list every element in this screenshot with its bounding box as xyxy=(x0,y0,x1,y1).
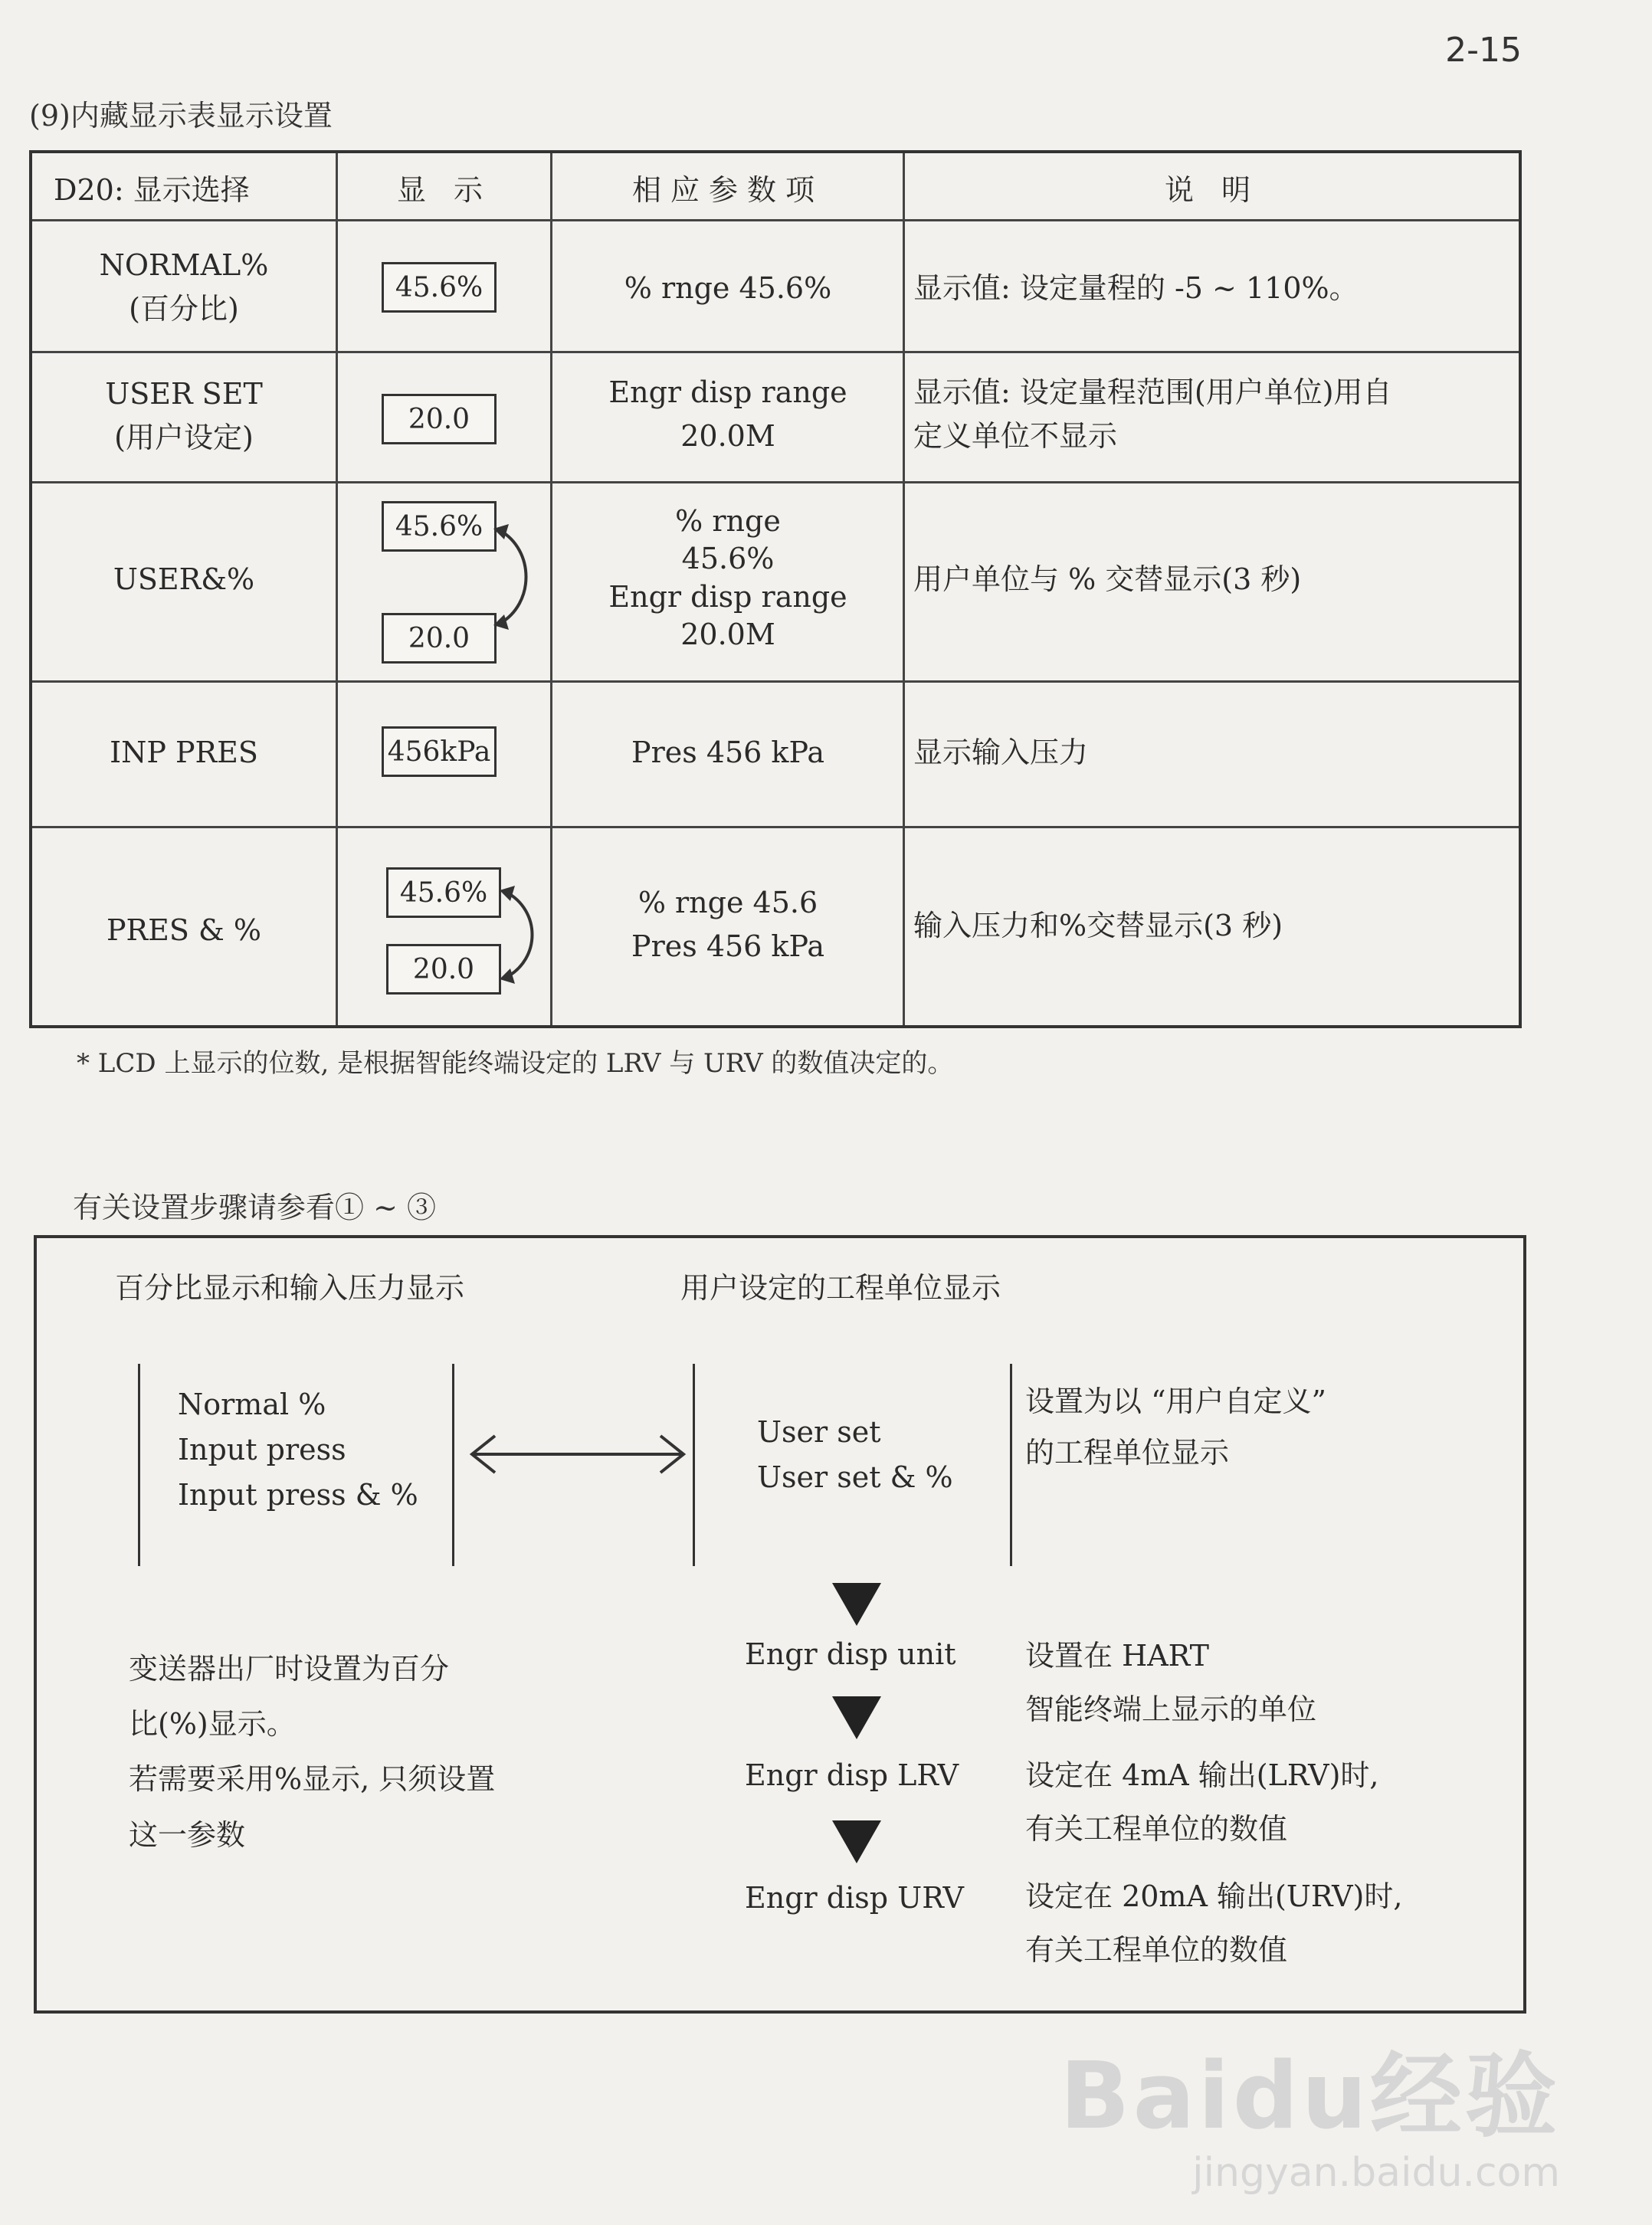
param-engr-disp-lrv: Engr disp LRV xyxy=(745,1758,959,1792)
lcd-display: 45.6% xyxy=(386,867,501,918)
reference-note: 有关设置步骤请参看① ~ ③ xyxy=(73,1191,436,1224)
right-option-description xyxy=(1025,1376,1326,1478)
header-params: 相应参数项 xyxy=(631,173,824,207)
lcd-display: 20.0 xyxy=(386,944,501,995)
step-arrow-icon xyxy=(832,1820,881,1863)
option-item: User set xyxy=(757,1415,881,1449)
param-line: Pres 456 kPa xyxy=(631,736,824,769)
row-params xyxy=(553,503,903,654)
note-line: 若需要采用%显示, 只须设置 xyxy=(129,1762,496,1797)
watermark-url: jingyan.baidu.com xyxy=(1192,2150,1560,2196)
note-line: 这一参数 xyxy=(129,1817,246,1852)
left-heading: 百分比显示和输入压力显示 xyxy=(115,1271,465,1305)
param-engr-disp-urv: Engr disp URV xyxy=(745,1881,964,1915)
table-divider xyxy=(32,351,1519,353)
row-description: 显示值: 设定量程的 -5 ~ 110%。 xyxy=(913,271,1359,305)
desc-line: 设置为以 “用户自定义” xyxy=(1025,1384,1326,1418)
page-number: 2-15 xyxy=(1445,31,1522,70)
left-options xyxy=(178,1382,418,1518)
desc-line: 设定在 20mA 输出(URV)时, xyxy=(1025,1879,1403,1913)
lcd-display: 456kPa xyxy=(382,726,497,777)
param-line: 20.0M xyxy=(680,618,775,652)
alternate-arrow-icon xyxy=(489,519,542,634)
right-heading: 用户设定的工程单位显示 xyxy=(680,1271,1001,1305)
alternate-arrow-icon xyxy=(495,881,549,988)
param-line: 45.6% xyxy=(681,542,775,576)
section-title: (9)内藏显示表显示设置 xyxy=(29,99,333,133)
row-user-percent-selection: USER&% xyxy=(113,562,255,596)
selection-line: (百分比) xyxy=(129,292,239,326)
param-line: Pres 456 kPa xyxy=(631,929,824,963)
param-line: % rnge xyxy=(675,504,781,538)
param-description xyxy=(1025,1748,1378,1856)
param-description xyxy=(1025,1869,1402,1978)
desc-line: 有关工程单位的数值 xyxy=(1025,1933,1288,1968)
step-arrow-icon xyxy=(832,1696,881,1739)
selection-line: NORMAL% xyxy=(99,248,269,282)
row-params xyxy=(553,881,903,968)
factory-default-note xyxy=(129,1641,495,1863)
footnote: * LCD 上显示的位数, 是根据智能终端设定的 LRV 与 URV 的数值决定的。 xyxy=(77,1048,954,1079)
option-item: User set & % xyxy=(757,1460,953,1494)
param-line: % rnge 45.6 xyxy=(638,886,818,919)
desc-line: 智能终端上显示的单位 xyxy=(1025,1693,1317,1727)
table-divider xyxy=(32,481,1519,483)
display-settings-table xyxy=(29,150,1522,1028)
row-normal-selection xyxy=(32,244,336,331)
baidu-logo: Baidu经验 xyxy=(1060,2043,1560,2150)
param-line: % rnge 45.6% xyxy=(624,271,832,305)
bracket-line xyxy=(693,1364,695,1566)
note-line: 变送器出厂时设置为百分 xyxy=(129,1652,450,1686)
header-display: 显 示 xyxy=(396,173,493,207)
bracket-line xyxy=(138,1364,140,1566)
param-description xyxy=(1025,1629,1316,1737)
param-line: Engr disp range xyxy=(608,375,847,409)
lcd-display: 20.0 xyxy=(382,394,497,444)
lcd-display: 45.6% xyxy=(382,262,497,313)
header-description: 说 明 xyxy=(1164,173,1260,207)
setup-steps-box xyxy=(34,1235,1526,2014)
table-divider xyxy=(550,153,552,1025)
desc-line: 有关工程单位的数值 xyxy=(1025,1812,1288,1847)
option-item: Input press & % xyxy=(178,1477,418,1512)
table-divider xyxy=(903,153,905,1025)
header-selection: D20: 显示选择 xyxy=(54,173,250,207)
row-user-set-selection xyxy=(32,372,336,460)
step-arrow-icon xyxy=(832,1583,881,1626)
row-description: 输入压力和%交替显示(3 秒) xyxy=(913,909,1283,942)
desc-line: 设定在 4mA 输出(LRV)时, xyxy=(1025,1758,1379,1792)
desc-line: 设置在 HART xyxy=(1025,1639,1209,1673)
option-item: Normal % xyxy=(178,1388,326,1421)
baidu-watermark xyxy=(1060,2023,1560,2196)
selection-line: USER SET xyxy=(105,377,263,411)
bracket-line xyxy=(452,1364,454,1566)
bracket-line xyxy=(1010,1364,1012,1566)
lcd-display: 45.6% xyxy=(382,501,497,552)
row-description: 显示输入压力 xyxy=(913,736,1089,769)
table-divider xyxy=(32,826,1519,828)
table-divider xyxy=(336,153,338,1025)
table-divider xyxy=(32,680,1519,683)
right-options xyxy=(757,1410,953,1500)
row-params xyxy=(553,371,903,458)
desc-line: 显示值: 设定量程范围(用户单位)用自 xyxy=(913,375,1392,409)
double-arrow-icon xyxy=(464,1431,691,1477)
param-line: 20.0M xyxy=(680,419,775,453)
param-engr-disp-unit: Engr disp unit xyxy=(745,1637,956,1671)
table-divider xyxy=(32,219,1519,221)
row-inp-pres-selection: INP PRES xyxy=(110,736,258,769)
note-line: 比(%)显示。 xyxy=(129,1707,296,1742)
row-description xyxy=(913,371,1519,458)
lcd-display: 20.0 xyxy=(382,613,497,664)
row-description: 用户单位与 % 交替显示(3 秒) xyxy=(913,562,1302,596)
option-item: Input press xyxy=(178,1432,346,1466)
desc-line: 的工程单位显示 xyxy=(1025,1435,1230,1470)
desc-line: 定义单位不显示 xyxy=(913,419,1118,453)
selection-line: (用户设定) xyxy=(114,421,254,454)
row-pres-percent-selection: PRES & % xyxy=(106,913,262,947)
param-line: Engr disp range xyxy=(608,579,847,614)
